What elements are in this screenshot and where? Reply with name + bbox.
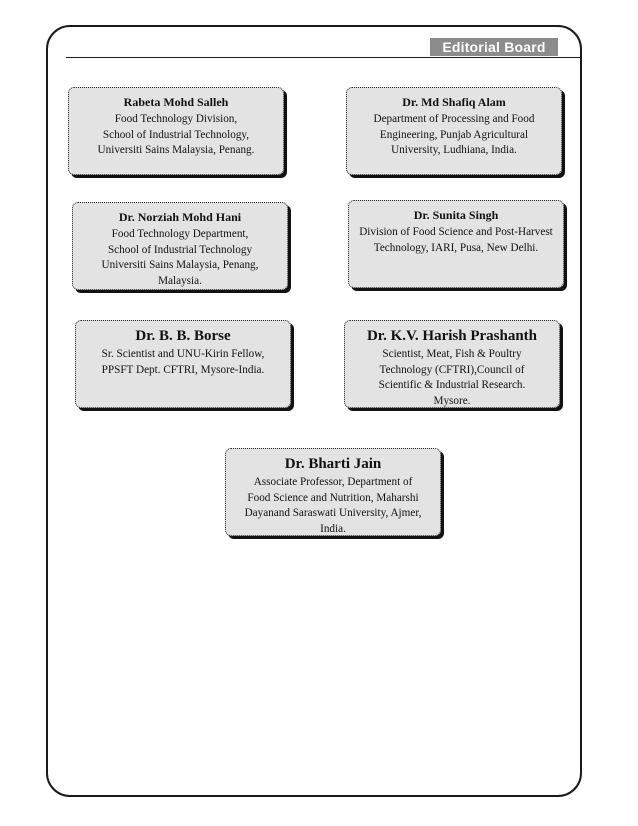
member-affiliation-line: School of Industrial Technology, (102, 128, 250, 141)
member-name: Dr. Bharti Jain (284, 456, 382, 472)
member-affiliation-line: Engineering, Punjab Agricultural (379, 128, 529, 141)
member-affiliation-line: Scientist, Meat, Fish & Poultry (382, 348, 522, 360)
member-card-sunita-singh (348, 200, 564, 288)
member-card-md-shafiq-alam (346, 87, 562, 175)
member-affiliation-line: Scientific & Industrial Research. (378, 379, 526, 391)
member-affiliation-line: Food Technology Department, (111, 228, 249, 240)
member-affiliation-line: Food Technology Division, (114, 113, 238, 125)
member-name: Dr. K.V. Harish Prashanth (366, 328, 538, 344)
member-affiliation-line: School of Industrial Technology (107, 243, 253, 256)
member-affiliation-line: Malaysia. (158, 274, 202, 287)
section-title: Editorial Board (430, 38, 558, 56)
member-affiliation-line: India. (320, 522, 346, 535)
member-affiliation-line: Department of Processing and Food (373, 113, 535, 125)
member-affiliation-line: Universiti Sains Malaysia, Penang, (101, 259, 259, 271)
member-affiliation-line: Technology (CFTRI),Council of (379, 363, 525, 376)
member-card-kv-harish-prashanth (344, 320, 560, 408)
member-card-bharti-jain (225, 448, 441, 536)
header-rule (66, 57, 580, 58)
member-affiliation-line: Mysore. (433, 394, 471, 407)
member-affiliation-line: Division of Food Science and Post-Harvest (359, 226, 553, 238)
member-affiliation-line: Dayanand Saraswati University, Ajmer, (244, 507, 422, 519)
member-card-b-b-borse (75, 320, 291, 408)
member-affiliation-line: Sr. Scientist and UNU-Kirin Fellow, (101, 348, 265, 360)
member-name: Dr. Norziah Mohd Hani (118, 210, 242, 224)
member-name: Rabeta Mohd Salleh (123, 95, 229, 109)
member-name: Dr. B. B. Borse (135, 328, 231, 344)
member-affiliation-line: PPSFT Dept. CFTRI, Mysore-India. (101, 363, 265, 376)
member-affiliation-line: Technology, IARI, Pusa, New Delhi. (373, 241, 539, 254)
member-affiliation-line: Universiti Sains Malaysia, Penang. (97, 144, 255, 156)
member-card-norziah-mohd-hani (72, 202, 288, 290)
member-affiliation-line: Food Science and Nutrition, Maharshi (247, 491, 419, 504)
member-card-rabeta-mohd-salleh (68, 87, 284, 175)
member-affiliation-line: University, Ludhiana, India. (391, 144, 517, 156)
member-name: Dr. Md Shafiq Alam (402, 95, 506, 109)
member-name: Dr. Sunita Singh (413, 208, 499, 222)
member-affiliation-line: Associate Professor, Department of (253, 476, 413, 488)
